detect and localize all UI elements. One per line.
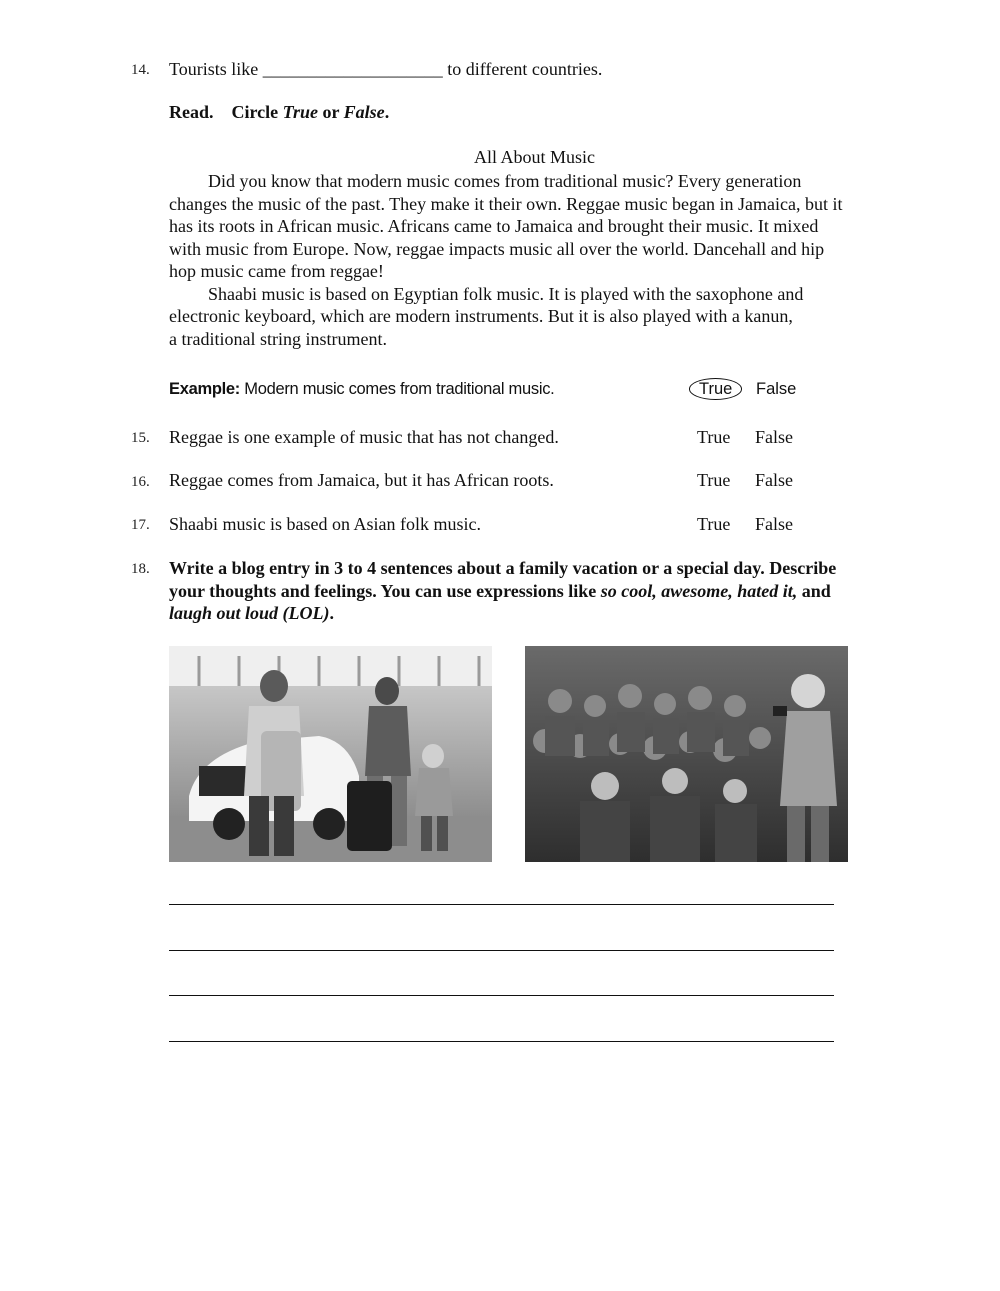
question-18-prompt xyxy=(169,557,905,625)
example-row xyxy=(169,380,554,399)
passage-line: changes the music of the past. They make it their own. Reggae music began in Jamaica, but it xyxy=(169,193,843,214)
q15-true-option[interactable]: True xyxy=(697,427,731,447)
passage-line: has its roots in African music. Africans came to Jamaica and brought their music. It mixed xyxy=(169,216,819,236)
writing-line[interactable] xyxy=(169,1041,834,1042)
writing-line[interactable] xyxy=(169,950,834,951)
instr-circle: Circle xyxy=(231,102,279,122)
q14-blank[interactable]: ____________________ xyxy=(262,59,443,79)
question-number: 18. xyxy=(131,561,150,577)
party-group-photo-art xyxy=(525,646,848,862)
example-true-circled xyxy=(689,378,742,400)
instr-or: or xyxy=(322,102,340,122)
q14-after: to different countries. xyxy=(447,59,603,79)
family-car-photo-art xyxy=(169,646,492,862)
question-16-text: Reggae comes from Jamaica, but it has African roots. xyxy=(169,470,554,490)
q18-line2b: so cool, awesome, hated it, xyxy=(600,580,798,601)
party-group-photo xyxy=(525,646,848,862)
family-car-photo xyxy=(169,646,492,862)
question-14 xyxy=(169,59,602,80)
writing-line[interactable] xyxy=(169,904,834,905)
q17-true-option[interactable]: True xyxy=(697,514,731,534)
question-number: 15. xyxy=(131,430,150,446)
question-number: 14. xyxy=(131,62,150,78)
instr-read: Read. xyxy=(169,102,214,122)
question-15-text: Reggae is one example of music that has not changed. xyxy=(169,427,559,447)
passage-line: Did you know that modern music comes from traditional music? Every generation xyxy=(208,171,802,191)
passage-line: hop music came from reggae! xyxy=(169,261,384,281)
q18-line3a: laugh out loud (LOL) xyxy=(169,603,330,623)
writing-line[interactable] xyxy=(169,995,834,996)
question-number: 17. xyxy=(131,517,150,533)
question-number: 16. xyxy=(131,474,150,490)
instr-false: False xyxy=(343,102,385,122)
q16-true-option[interactable]: True xyxy=(697,470,731,490)
passage-line: electronic keyboard, which are modern instruments. But it is also played with a kanun, xyxy=(169,306,793,326)
example-text: Modern music comes from traditional music. xyxy=(244,380,555,398)
q18-line1: Write a blog entry in 3 to 4 sentences about a family vacation or a special day. Describe xyxy=(169,558,837,578)
passage-line: Shaabi music is based on Egyptian folk music. It is played with the saxophone and xyxy=(208,283,804,304)
example-true: True xyxy=(689,378,742,400)
q18-line3b: . xyxy=(329,603,335,623)
q18-line2a: your thoughts and feelings. You can use expressions like xyxy=(169,580,597,601)
example-false: False xyxy=(756,380,797,398)
passage-line: with music from Europe. Now, reggae impacts music all over the world. Dancehall and hip xyxy=(169,238,825,259)
question-17-text: Shaabi music is based on Asian folk music. xyxy=(169,514,481,534)
passage-line: a traditional string instrument. xyxy=(169,328,387,349)
q18-line2c: and xyxy=(801,580,831,601)
passage-body xyxy=(169,170,905,350)
instructions xyxy=(169,102,389,123)
q14-before: Tourists like xyxy=(169,59,259,79)
q15-false-option[interactable]: False xyxy=(755,427,793,447)
instr-true: True xyxy=(282,102,318,122)
instr-period: . xyxy=(384,102,390,122)
example-label: Example: xyxy=(169,380,240,398)
q16-false-option[interactable]: False xyxy=(755,470,793,490)
passage-title: All About Music xyxy=(474,147,596,167)
q17-false-option[interactable]: False xyxy=(755,514,793,534)
